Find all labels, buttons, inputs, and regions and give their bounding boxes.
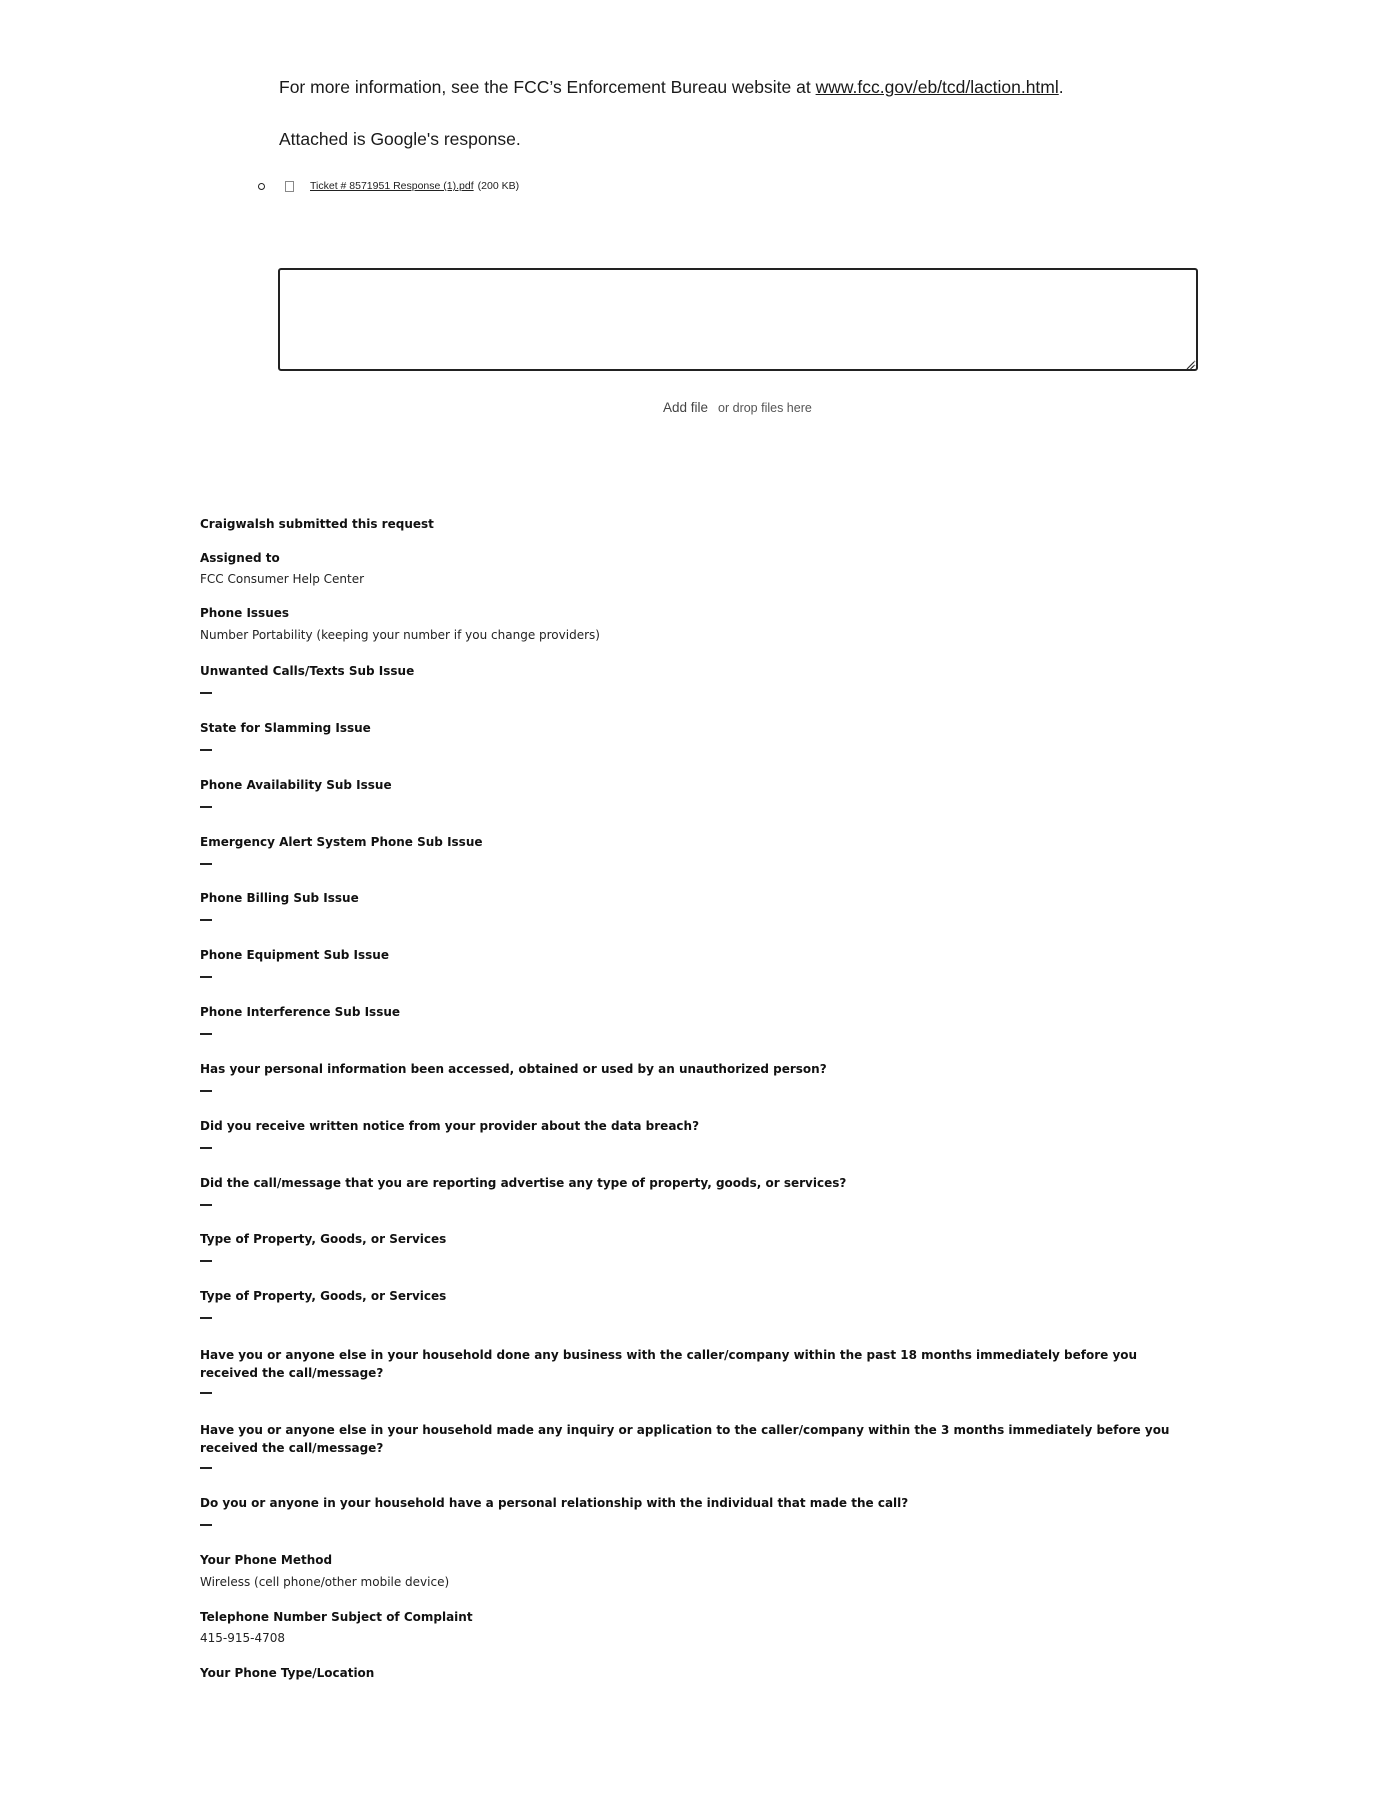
enforcement-bureau-link[interactable]: www.fcc.gov/eb/tcd/laction.html	[815, 77, 1059, 97]
submitted-by-text: Craigwalsh submitted this request	[200, 517, 434, 531]
response-text: Attached is Google's response.	[279, 129, 521, 149]
reply-textarea[interactable]	[278, 268, 1198, 371]
empty-value-dash	[200, 1204, 212, 1206]
inquiry-question: Have you or anyone else in your household made any inquiry or application to the caller/company within the 3 months immediately before you received the call/message?	[200, 1423, 1170, 1455]
phone-method-value: Wireless (cell phone/other mobile device)	[200, 1575, 450, 1589]
assigned-label: Assigned to	[200, 551, 280, 565]
empty-value-dash	[200, 1147, 212, 1149]
empty-value-dash	[200, 806, 212, 808]
relationship-question: Do you or anyone in your household have a personal relationship with the individual that made the call?	[200, 1496, 909, 1510]
phone-billing-label: Phone Billing Sub Issue	[200, 891, 359, 905]
drop-files-hint: or drop files here	[718, 401, 812, 415]
empty-value-dash	[200, 1090, 212, 1092]
business-question: Have you or anyone else in your household done any business with the caller/company within the past 18 months immediately before you received the call/message?	[200, 1348, 1138, 1380]
empty-value-dash	[200, 863, 212, 865]
phone-issues-label: Phone Issues	[200, 606, 290, 620]
empty-value-dash	[200, 692, 212, 694]
property-type-label-2: Type of Property, Goods, or Services	[200, 1289, 447, 1303]
empty-value-dash	[200, 919, 212, 921]
telephone-number-value: 415-915-4708	[200, 1631, 286, 1645]
phone-availability-label: Phone Availability Sub Issue	[200, 778, 392, 792]
advertise-question: Did the call/message that you are reporting advertise any type of property, goods, or services?	[200, 1176, 847, 1190]
empty-value-dash	[200, 976, 212, 978]
telephone-number-label: Telephone Number Subject of Complaint	[200, 1610, 473, 1624]
phone-method-label: Your Phone Method	[200, 1553, 333, 1567]
assigned-value: FCC Consumer Help Center	[200, 572, 365, 586]
attachment-size: (200 KB)	[477, 180, 520, 192]
empty-value-dash	[200, 1467, 212, 1469]
info-suffix: .	[1058, 77, 1064, 97]
attachment-item	[258, 180, 519, 192]
empty-value-dash	[200, 1033, 212, 1035]
add-file-button[interactable]: Add file	[663, 400, 709, 415]
file-drop-zone[interactable]	[663, 400, 812, 415]
phone-issues-value: Number Portability (keeping your number if you change providers)	[200, 628, 600, 642]
slamming-state-label: State for Slamming Issue	[200, 721, 371, 735]
empty-value-dash	[200, 1392, 212, 1394]
attachment-link[interactable]: Ticket # 8571951 Response (1).pdf	[310, 180, 474, 192]
property-type-label: Type of Property, Goods, or Services	[200, 1232, 447, 1246]
info-prefix: For more information, see the FCC’s Enforcement Bureau website at	[279, 77, 816, 97]
info-text	[279, 77, 1064, 98]
unwanted-calls-label: Unwanted Calls/Texts Sub Issue	[200, 664, 415, 678]
empty-value-dash	[200, 1524, 212, 1526]
phone-type-label: Your Phone Type/Location	[200, 1666, 375, 1680]
phone-interference-label: Phone Interference Sub Issue	[200, 1005, 401, 1019]
phone-equipment-label: Phone Equipment Sub Issue	[200, 948, 389, 962]
emergency-alert-label: Emergency Alert System Phone Sub Issue	[200, 835, 483, 849]
written-notice-question: Did you receive written notice from your provider about the data breach?	[200, 1119, 700, 1133]
bullet-icon	[258, 183, 265, 190]
file-icon	[285, 181, 294, 192]
personal-info-question: Has your personal information been accessed, obtained or used by an unauthorized person?	[200, 1062, 827, 1076]
empty-value-dash	[200, 749, 212, 751]
empty-value-dash	[200, 1317, 212, 1319]
empty-value-dash	[200, 1260, 212, 1262]
